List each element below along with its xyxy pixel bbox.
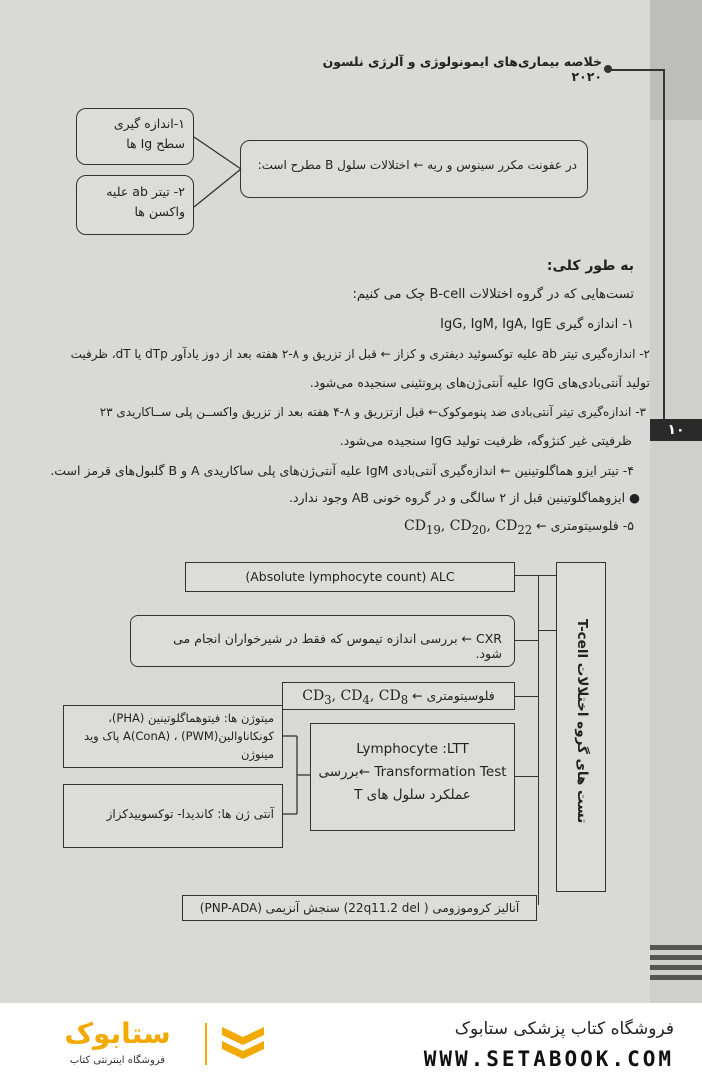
cd-sub: 3 [324, 692, 332, 707]
mitogen-box: میتوژن ها: فیتوهماگلوتینین (PHA)، کونکاناوالینA(ConA) ، (PWM) پاک وید مینوژن [63, 705, 283, 768]
cd-sub: 20 [471, 522, 487, 537]
bcell-center-box: در عفونت مکرر سینوس و ریه ← اختلالات سلول B مطرح است: [240, 140, 588, 198]
header-dot [604, 65, 612, 73]
shop-url: WWW.SETABOOK.COM [423, 1047, 674, 1071]
logo-subtitle: فروشگاه اینترنتی کتاب [69, 1055, 166, 1066]
ltt-bracket [283, 730, 313, 820]
summary-item1: ۱- اندازه گیری IgG, IgM, IgA, IgE [440, 317, 634, 332]
summary-heading: به طور کلی: [546, 258, 634, 274]
tcell-spine-connector [538, 630, 556, 631]
cd-prefix: CD [404, 518, 426, 534]
ab-titer-box: ۲- تیتر ab علیه واکسن ها [76, 175, 194, 235]
logo-divider [205, 1023, 207, 1065]
header-rule [610, 69, 664, 71]
summary-bullet-text: ایزوهماگلوتینین قبل از ۲ سالگی و در گروه خونی AB وجود ندارد. [288, 490, 626, 505]
summary-item5 [134, 518, 634, 537]
summary-item4: ۴- تیتر ایزو هماگلوتینین ← اندازه‌گیری آنتی‌بادی IgM علیه آنتی‌ژن‌های پلی ساکاریدی A و B گلبول‌های قرمز است. [50, 463, 634, 478]
cd-sub: 8 [400, 692, 409, 707]
cxr-box: CXR ← بررسی اندازه تیموس که فقط در شیرخواران انجام می شود. [130, 615, 515, 667]
ltt-connector [515, 776, 538, 777]
cd-sub: 4 [362, 692, 370, 707]
cd-sub: 22 [517, 522, 533, 537]
ig-level-box: ۱-اندازه گیری سطح Ig ها [76, 108, 194, 165]
side-stripes [650, 945, 702, 985]
logo-wordmark: ستابوک [64, 1017, 171, 1050]
ltt-line1: Lymphocyte :LTT [356, 741, 469, 757]
cd-prefix: CD [302, 688, 325, 704]
summary-intro: تست‌هایی که در گروه اختلالات B-cell چک می کنیم: [352, 287, 634, 302]
ltt-box [310, 723, 515, 831]
cd-prefix: CD [378, 688, 401, 704]
summary-item2a: ۲- اندازه‌گیری تیتر ab علیه توکسوئید دیفتری و کزاز ← قبل از تزریق و ۸-۲ هفته بعد از دوز یادآور dTp یا dT، ظرفیت [70, 347, 650, 361]
alc-box: (Absolute lymphocyte count) ALC [185, 562, 515, 592]
item5-cd-list: $CD_{19}$, $CD_{20}$, $CD_{22}$ [404, 518, 533, 537]
tcell-side-label: تست های گروه اختلالات T-cell [574, 618, 590, 824]
tcell-spine-top [538, 575, 556, 576]
header-bracket [663, 69, 665, 419]
cd-sub: 19 [425, 522, 441, 537]
side-strip-top [650, 0, 702, 120]
shop-name: فروشگاه کتاب پزشکی ستابوک [454, 1019, 674, 1039]
summary-item3a: ۳- اندازه‌گیری تیتر آنتی‌بادی ضد پنوموکوک← قبل ازتزریق و ۸-۴ هفته بعد از تزریق واکســن پلی ســاکاریدی ۲۳ [99, 405, 646, 419]
tcell-side-box [556, 562, 606, 892]
flow-connector [515, 696, 538, 697]
tcell-cd-list: $CD_3$, $CD_4$, $CD_8$ [302, 688, 409, 707]
antigen-box: آنتی ژن ها: کاندیدا- توکسوییدکزاز [63, 784, 283, 848]
header-title: خلاصه بیماری‌های ایمونولوژی و آلرژی نلسون ۲۰۲۰ [322, 54, 602, 84]
item5-label: ۵- فلوسیتومتری ← [536, 518, 634, 533]
summary-item3b: ظرفیتی غیر کنژوگه، ظرفیت تولید IgG سنجیده می‌شود. [339, 433, 632, 448]
ltt-line2: Transformation Test ←بررسی [318, 764, 507, 780]
cd-prefix: CD [449, 518, 472, 534]
tcell-flow-label: فلوسیتومتری ← [412, 688, 495, 703]
page-number: ۱۰ [650, 419, 702, 441]
ltt-line3: عملکرد سلول های T [354, 787, 471, 803]
cxr-connector [515, 640, 538, 641]
bcell-connector [194, 135, 242, 215]
side-strip [650, 0, 702, 1003]
cd-prefix: CD [340, 688, 363, 704]
summary-item2b: تولید آنتی‌بادی‌های IgG علیه آنتی‌ژن‌های پروتئینی سنجیده می‌شود. [309, 375, 650, 390]
tcell-spine [538, 575, 539, 905]
pnp-box: آنالیز کروموزومی ( 22q11.2 del) سنجش آنزیمی (PNP-ADA) [182, 895, 537, 921]
footer-banner [0, 1003, 702, 1080]
bullet-dot: ● [625, 490, 640, 505]
summary-bullet [40, 490, 640, 505]
cd-prefix: CD [495, 518, 518, 534]
setabook-logo-icon [218, 1023, 268, 1063]
tcell-flow-box [282, 682, 515, 710]
alc-connector [515, 575, 538, 576]
